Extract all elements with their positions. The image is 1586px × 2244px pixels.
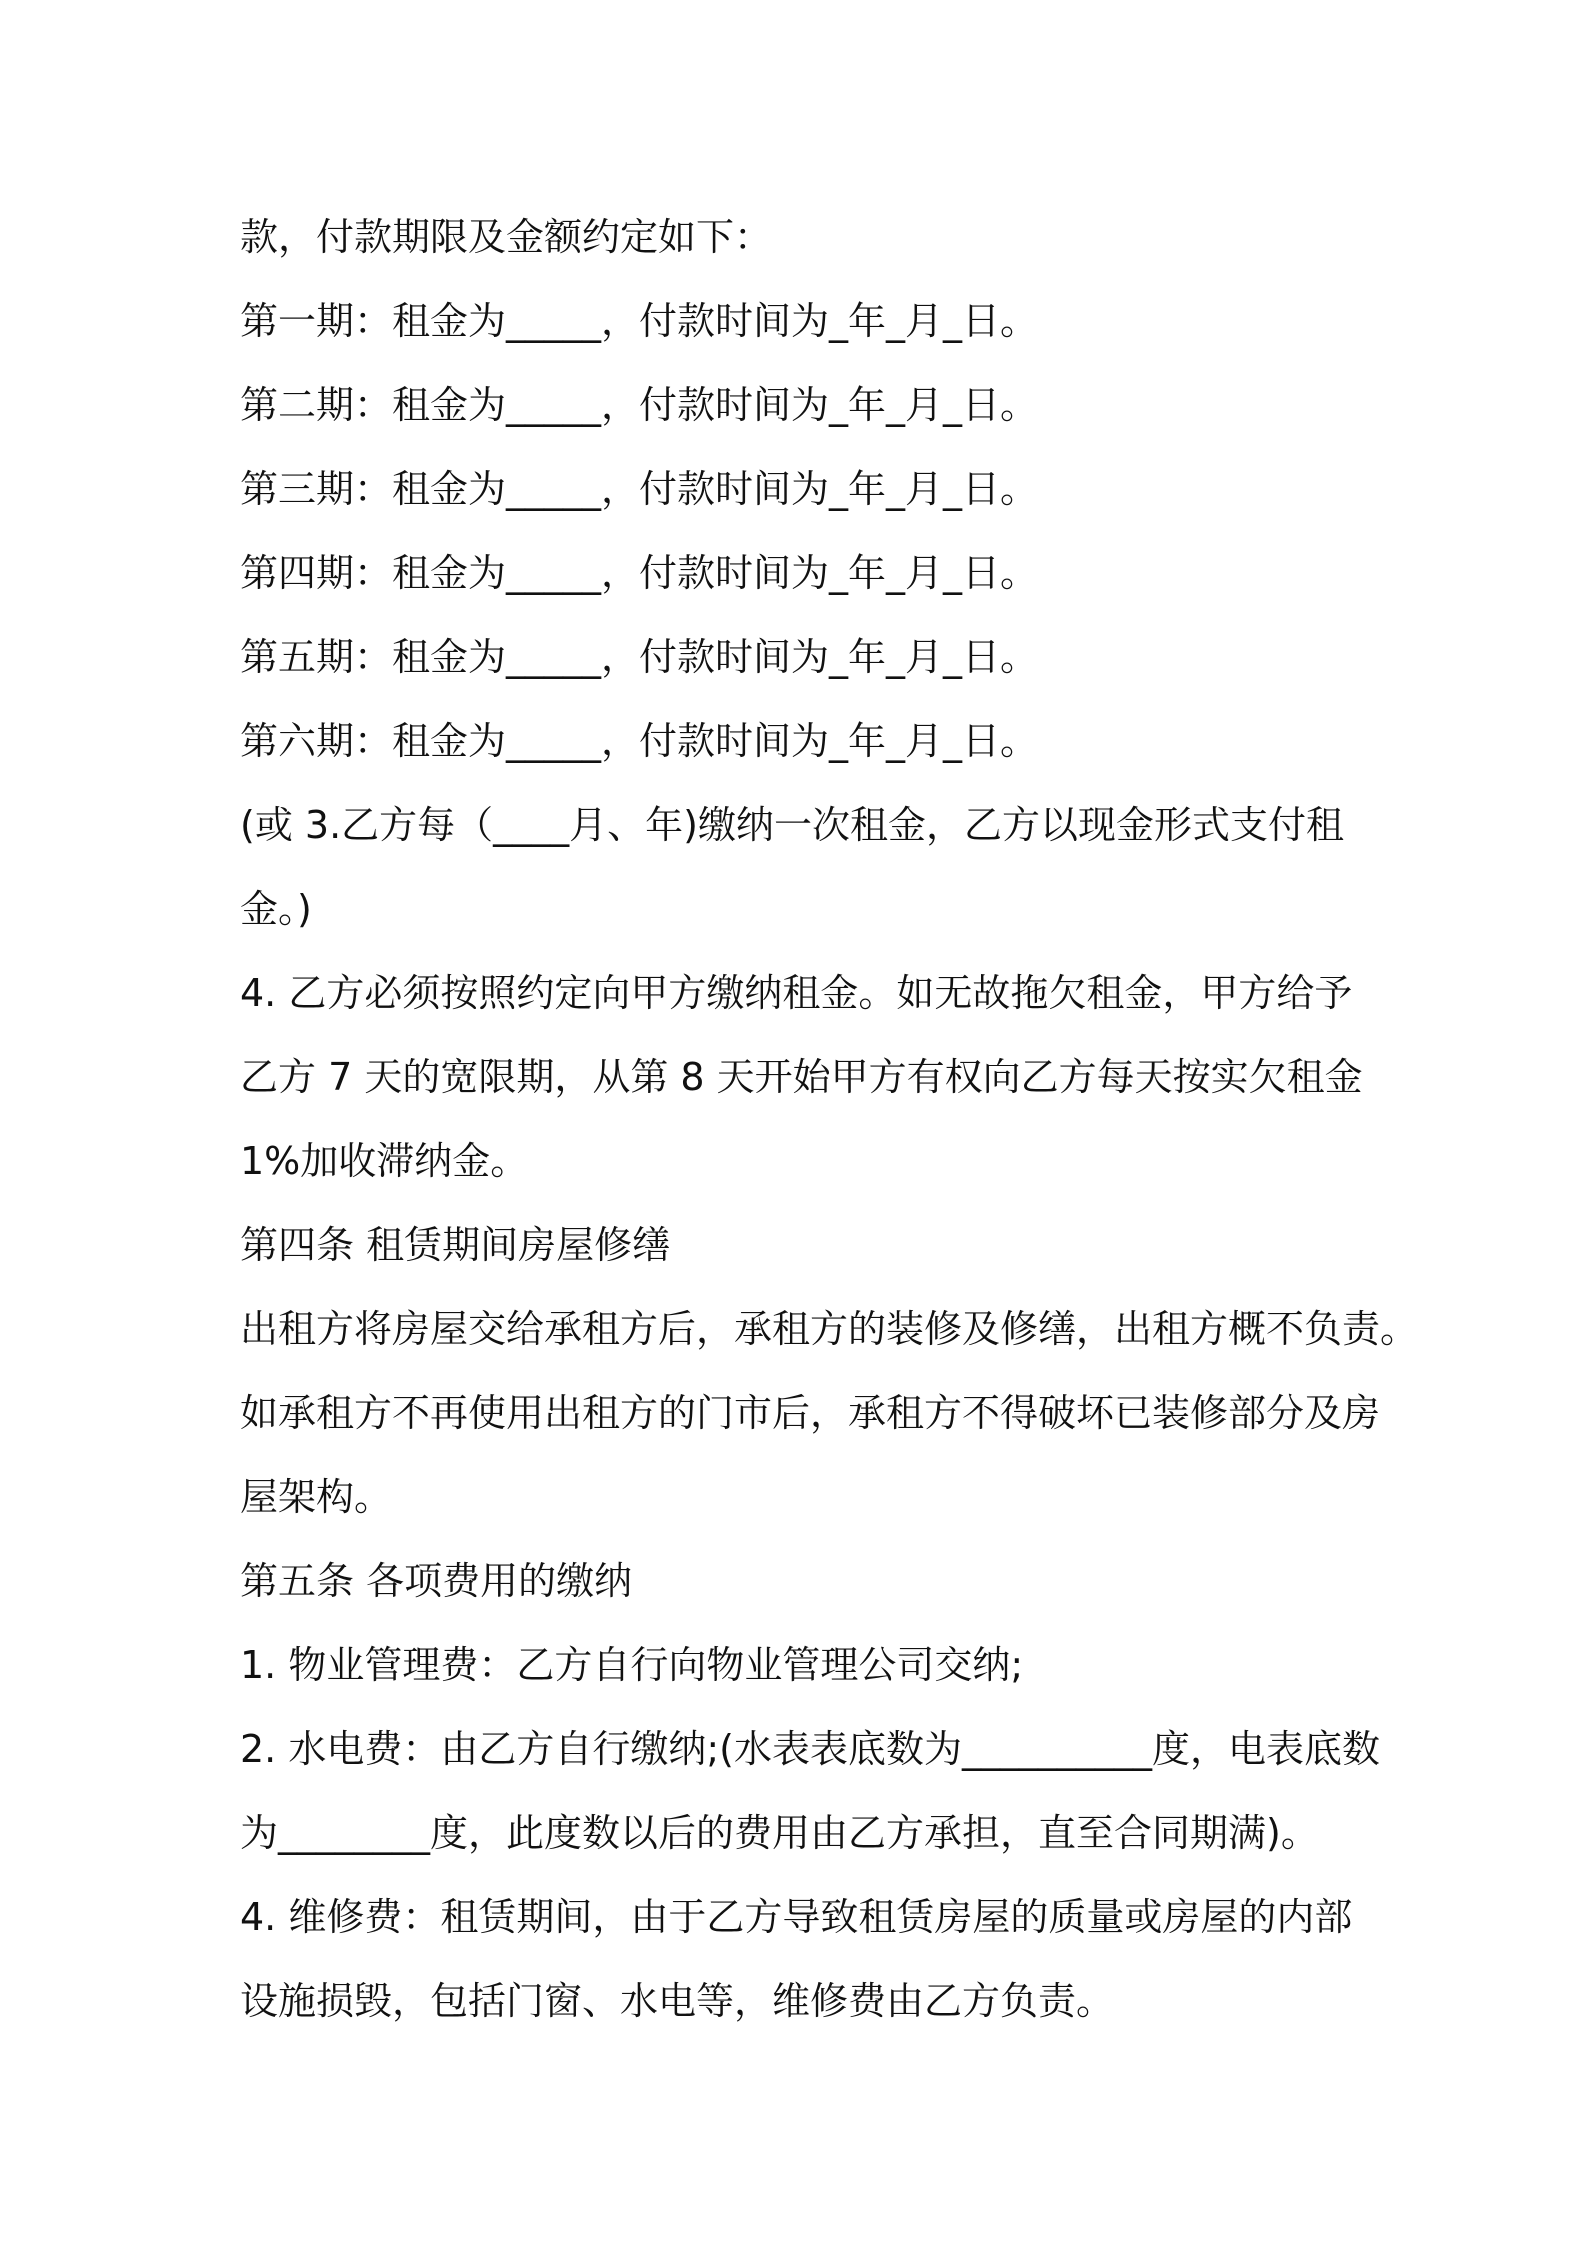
text-line: 2. 水电费：由乙方自行缴纳;(水表表底数为__________度，电表底数: [240, 1727, 1380, 1771]
section-heading: 第四条 租赁期间房屋修缮: [240, 1223, 671, 1267]
text-line: 如承租方不再使用出租方的门市后，承租方不得破坏已装修部分及房: [240, 1391, 1381, 1435]
text-line: 1%加收滞纳金。: [240, 1139, 529, 1183]
text-line: 金。): [240, 887, 312, 931]
text-line: 4. 维修费：租赁期间，由于乙方导致租赁房屋的质量或房屋的内部: [240, 1895, 1353, 1939]
text-line: 款，付款期限及金额约定如下：: [240, 215, 773, 259]
text-line: 第五期：租金为_____，付款时间为_年_月_日。: [240, 635, 1039, 679]
text-line: 第六期：租金为_____，付款时间为_年_月_日。: [240, 719, 1039, 763]
text-line: 设施损毁，包括门窗、水电等，维修费由乙方负责。: [240, 1979, 1115, 2023]
text-line: 第一期：租金为_____，付款时间为_年_月_日。: [240, 299, 1039, 343]
document-body: [240, 195, 1419, 2043]
text-line: 4. 乙方必须按照约定向甲方缴纳租金。如无故拖欠租金，甲方给予: [240, 971, 1353, 1015]
text-line: 乙方 7 天的宽限期，从第 8 天开始甲方有权向乙方每天按实欠租金: [240, 1055, 1363, 1099]
text-line: 为________度，此度数以后的费用由乙方承担，直至合同期满)。: [240, 1811, 1319, 1855]
text-line: 第三期：租金为_____，付款时间为_年_月_日。: [240, 467, 1039, 511]
text-line: (或 3.乙方每（____月、年)缴纳一次租金，乙方以现金形式支付租: [240, 803, 1344, 847]
text-line: 出租方将房屋交给承租方后，承租方的装修及修缮，出租方概不负责。: [240, 1307, 1419, 1351]
section-heading: 第五条 各项费用的缴纳: [240, 1559, 633, 1603]
text-line: 第二期：租金为_____，付款时间为_年_月_日。: [240, 383, 1039, 427]
text-line: 1. 物业管理费：乙方自行向物业管理公司交纳;: [240, 1643, 1024, 1687]
text-line: 第四期：租金为_____，付款时间为_年_月_日。: [240, 551, 1039, 595]
text-line: 屋架构。: [240, 1475, 393, 1519]
